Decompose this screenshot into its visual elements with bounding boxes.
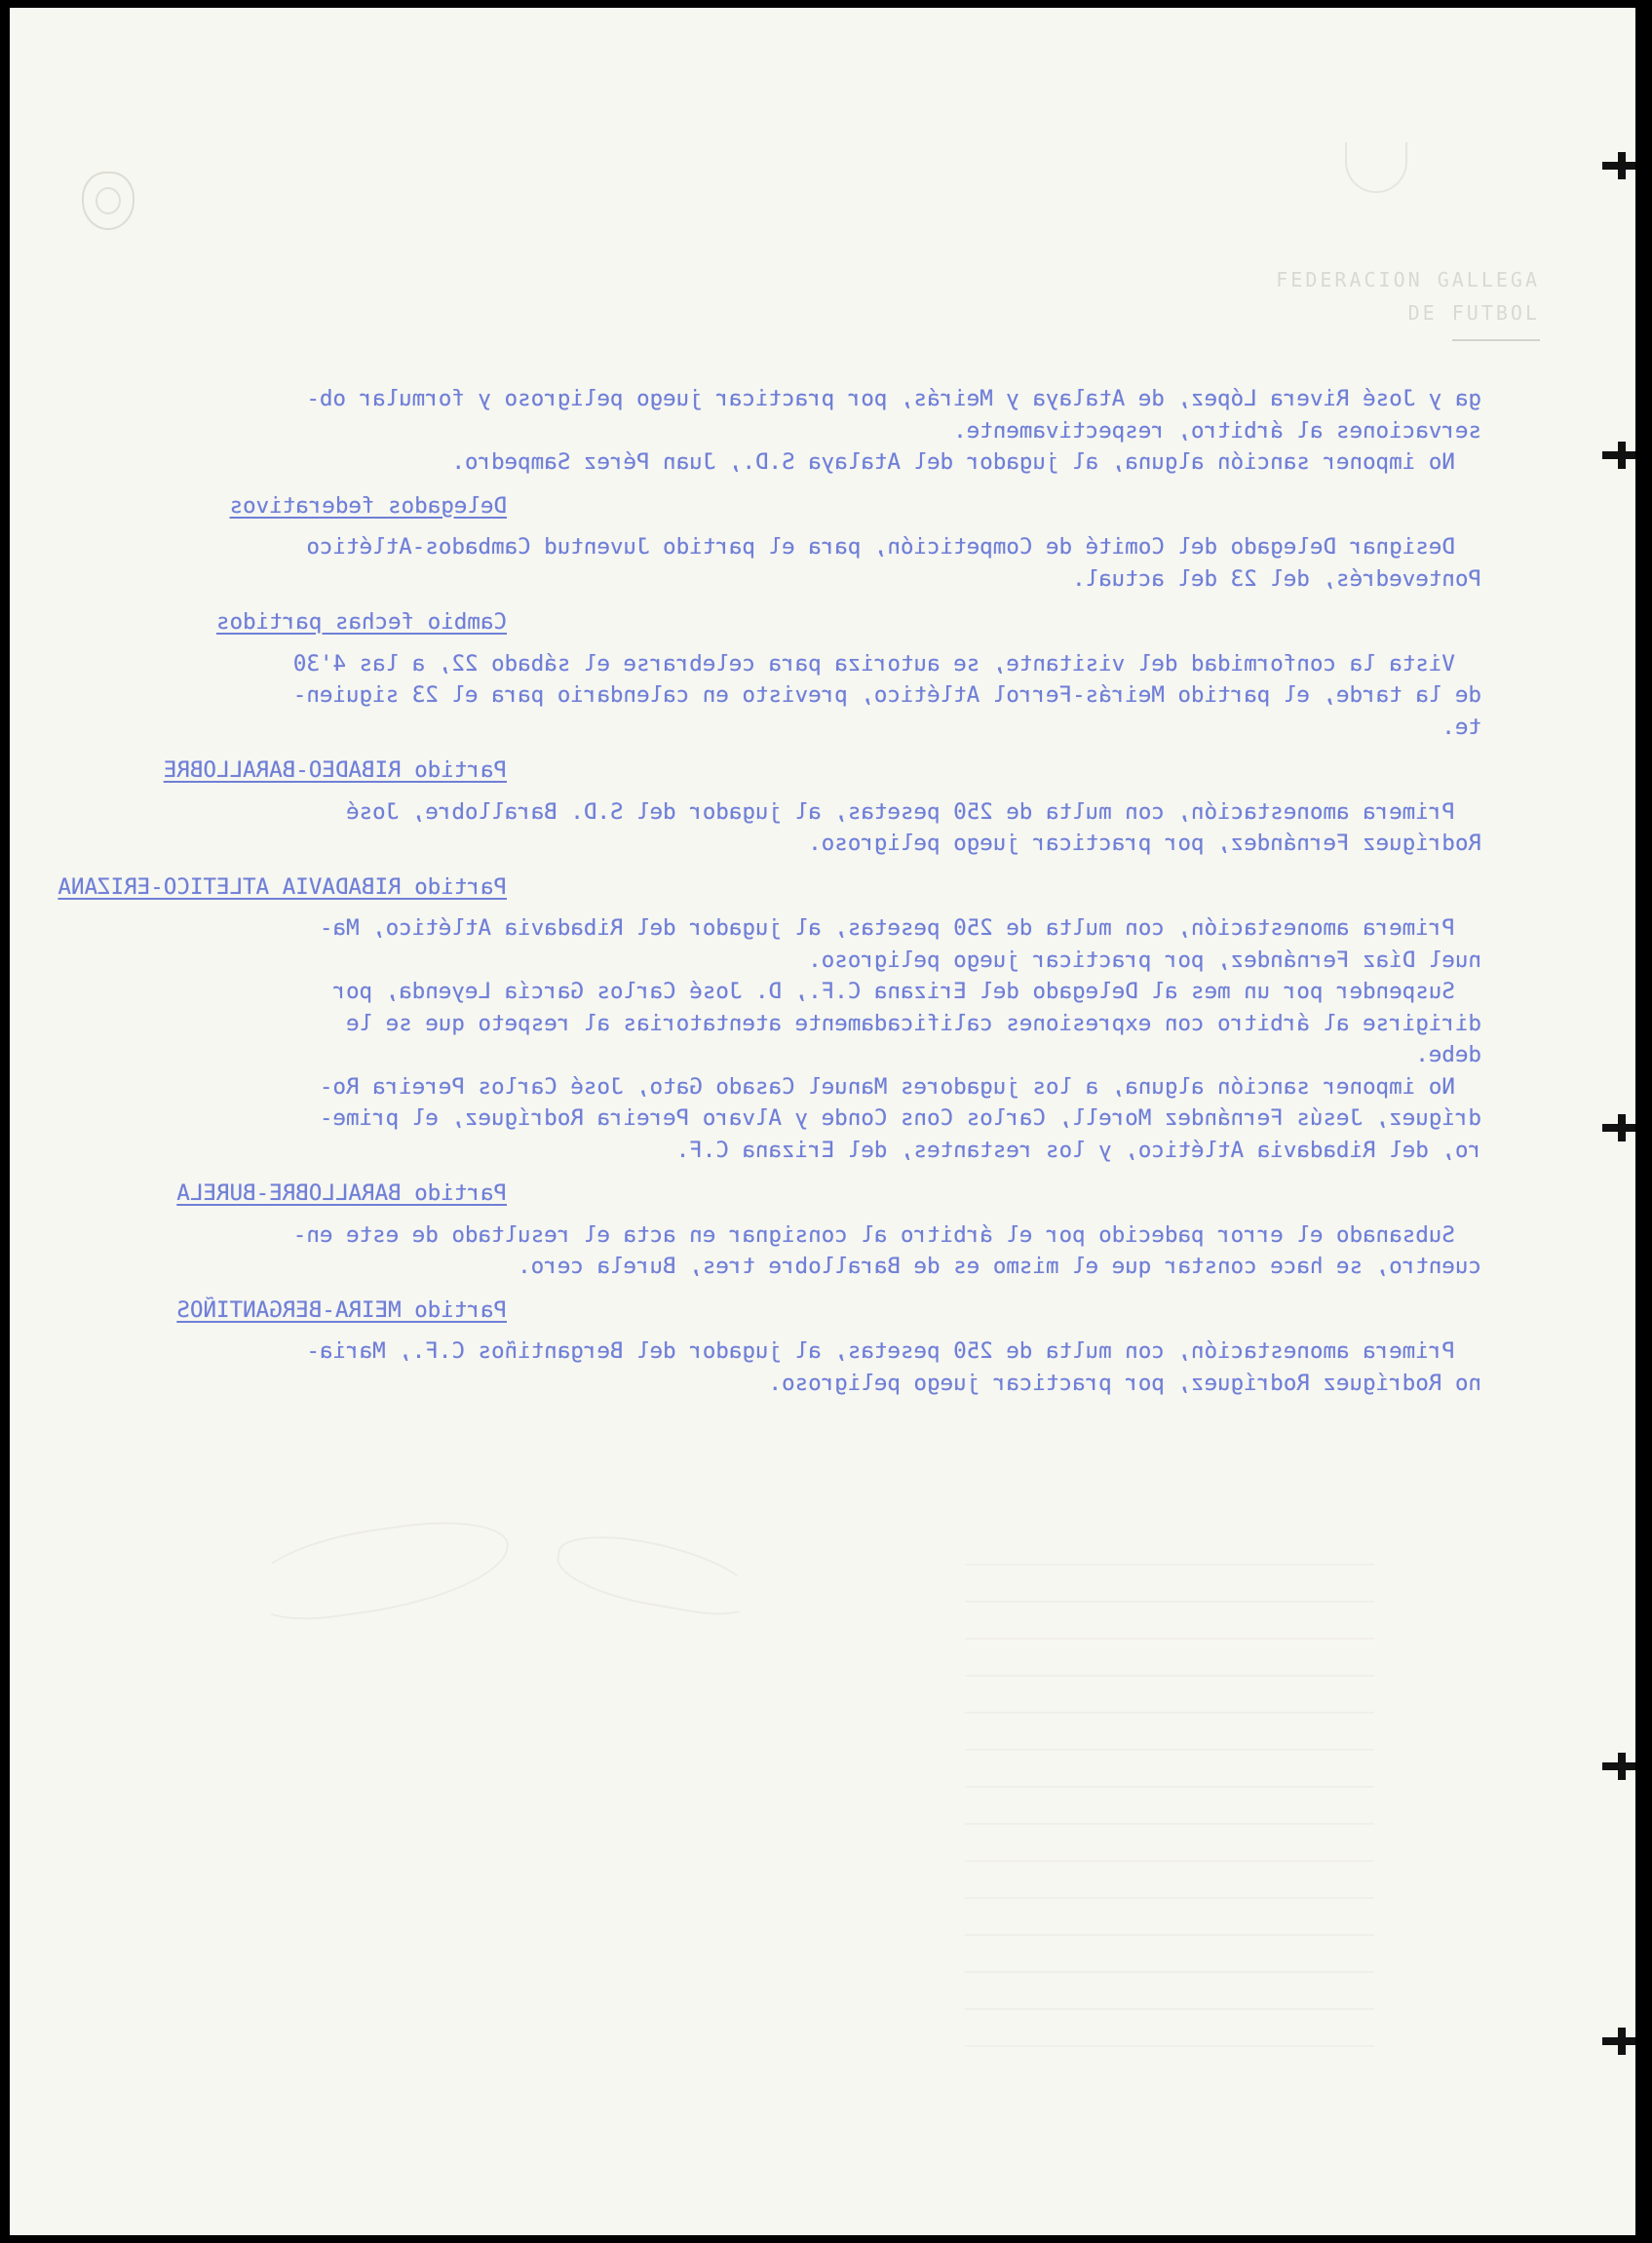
text-line: dríguez, Jesús Fernández Morell, Carlos Cons Conde y Alvaro Pereira Rodríguez, el prime- xyxy=(319,1105,1481,1131)
text-line: Subsanado el error padecido por el árbitro al consignar en acta el resultado de este en- xyxy=(292,1221,1481,1248)
text-line: Primera amonestación, con multa de 250 pesetas, al jugador del Ribadavia Atlético, Ma- xyxy=(319,915,1481,941)
reverse-text-showthrough xyxy=(965,1528,1374,2074)
text-line: Rodríguez Fernández, por practicar juego peligroso. xyxy=(808,831,1481,856)
text-line: no Rodríguez Rodríguez, por practicar juego peligroso. xyxy=(768,1370,1481,1396)
crest-icon xyxy=(1345,142,1407,193)
letterhead-line-1: FEDERACION GALLEGA xyxy=(1276,268,1540,291)
binder-clip-mark xyxy=(1602,1124,1635,1132)
text-line: Primera amonestación, con multa de 250 pesetas, al jugador del S.D. Barallobre, José xyxy=(346,798,1481,825)
text-line: servaciones al árbitro, respectivamente. xyxy=(953,417,1481,444)
letterhead-line-2: DE FUTBOL xyxy=(1407,301,1540,325)
binder-clip-mark xyxy=(1602,162,1635,170)
text-line: de la tarde, el partido Meirás-Ferrol Atlético, previsto en calendario para el 23 siguien- xyxy=(292,682,1481,708)
binder-clip-mark xyxy=(1602,1762,1635,1770)
letterhead xyxy=(1209,263,1540,341)
text-line: Vista la conformidad del visitante, se autoriza para celebrarse el sábado 22, a las 4'30 xyxy=(292,650,1481,677)
text-line: Suspender por un mes al Delegado del Erizana C.F., D. José Carlos García Leyenda, por xyxy=(332,979,1481,1004)
text-line: Designar Delegado del Comité de Competición, para el partido Juventud Cambados-Atlético xyxy=(306,534,1481,560)
section-heading: Partido BARALLOBRE-BURELA xyxy=(176,1180,507,1206)
text-line: Pontevedrés, del 23 del actual. xyxy=(1072,565,1481,592)
section-heading: Partido RIBADAVIA ATLETICO-ERIZANA xyxy=(58,873,507,900)
binder-clip-mark xyxy=(1602,2037,1635,2045)
section-heading: Partido RIBADEO-BARALLOBRE xyxy=(163,757,507,783)
signature-mark xyxy=(249,1511,515,1628)
text-line: cuentro, se hace constar que el mismo es de Barallobre tres, Burela cero. xyxy=(518,1254,1481,1279)
text-line: ro, del Ribadavia Atlético, y los restantes, del Erizana C.F. xyxy=(675,1137,1481,1163)
binder-clip-mark xyxy=(1602,451,1635,459)
text-line: ga y José Rivera López, de Atalaya y Meirás, por practicar juego peligroso y formular ob- xyxy=(306,386,1481,411)
document-page xyxy=(10,8,1635,2235)
text-line: te. xyxy=(1441,714,1481,740)
signature-mark xyxy=(552,1527,758,1622)
text-line: No imponer sanción alguna, a los jugadores Manuel Casado Gato, José Carlos Pereira Ro- xyxy=(319,1073,1481,1100)
section-heading: Cambio fechas partidos xyxy=(215,609,507,635)
text-line: nuel Díaz Fernández, por practicar juego peligroso. xyxy=(808,947,1481,973)
section-heading: Delegados federativos xyxy=(229,492,507,519)
document-body xyxy=(58,383,1481,1399)
letterhead-rule xyxy=(1452,339,1540,341)
text-line: dirigirse al árbitro con expresiones calificadamente atentatorias al respeto que se le xyxy=(346,1010,1481,1036)
section-heading: Partido MEIRA-BERGANTIÑOS xyxy=(176,1296,507,1323)
text-line: debe. xyxy=(1415,1042,1481,1067)
seal-icon xyxy=(82,172,134,230)
text-line: No imponer sanción alguna, al jugador del Atalaya S.D., Juan Pérez Sampedro. xyxy=(451,449,1481,475)
text-line: Primera amonestación, con multa de 250 pesetas, al jugador del Bergantiños C.F., Maria- xyxy=(306,1338,1481,1364)
